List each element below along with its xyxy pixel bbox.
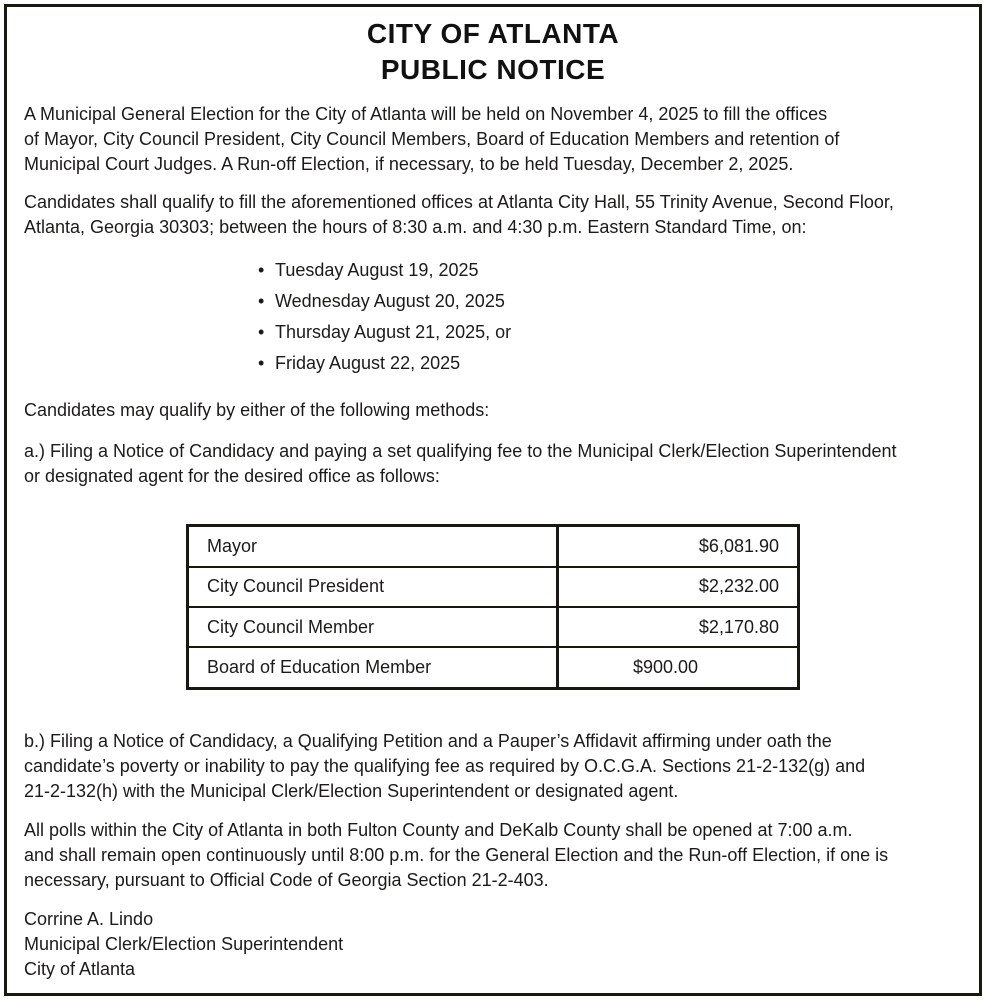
qualifying-date: Tuesday August 19, 2025 [275,260,479,280]
table-row [188,647,799,688]
list-item [258,320,511,351]
intro-paragraph [24,102,974,177]
office-cell: City Council President [188,567,558,607]
qualifying-date: Friday August 22, 2025 [275,353,461,373]
method-a-paragraph [24,439,974,489]
signer-organization: City of Atlanta [24,959,136,979]
table-row [188,567,799,607]
method-b-line: candidate’s poverty or inability to pay the qualifying fee as required by O.C.G.A. Sections 21-2-132(g) and [24,756,866,776]
bullet-icon: • [258,260,265,280]
qualify-line: Candidates shall qualify to fill the aforementioned offices at Atlanta City Hall, 55 Trinity Avenue, Second Floor, [24,192,894,212]
table-row [188,607,799,647]
method-b-paragraph [24,729,974,804]
intro-line: A Municipal General Election for the City of Atlanta will be held on November 4, 2025 to fill the offices [24,104,828,124]
method-b-line: 21-2-132(h) with the Municipal Clerk/Election Superintendent or designated agent. [24,781,679,801]
intro-line: Municipal Court Judges. A Run-off Election, if necessary, to be held Tuesday, December 2, 2025. [24,154,794,174]
fee-cell: $6,081.90 [558,526,799,567]
intro-line: of Mayor, City Council President, City Council Members, Board of Education Members and retention of [24,129,840,149]
polls-line: All polls within the City of Atlanta in both Fulton County and DeKalb County shall be opened at 7:00 a.m. [24,820,853,840]
qualifying-date: Wednesday August 20, 2025 [275,291,505,311]
polls-line: necessary, pursuant to Official Code of Georgia Section 21-2-403. [24,870,549,890]
list-item [258,351,511,382]
fee-cell: $2,170.80 [558,607,799,647]
qualify-line: Atlanta, Georgia 30303; between the hours of 8:30 a.m. and 4:30 p.m. Eastern Standard Time, on: [24,217,807,237]
notice-title-line2: PUBLIC NOTICE [380,54,606,85]
qualifying-fee-table [186,524,800,690]
list-item [258,289,511,320]
bullet-icon: • [258,322,265,342]
method-b-line: b.) Filing a Notice of Candidacy, a Qualifying Petition and a Pauper’s Affidavit affirming under oath the [24,731,832,751]
qualify-paragraph [24,190,974,240]
office-cell: City Council Member [188,607,558,647]
bullet-icon: • [258,353,265,373]
qualifying-dates-list [258,258,511,382]
bullet-icon: • [258,291,265,311]
method-a-line: a.) Filing a Notice of Candidacy and paying a set qualifying fee to the Municipal Clerk/Election Superintendent [24,441,897,461]
qualifying-date: Thursday August 21, 2025, or [275,322,512,342]
office-cell: Mayor [188,526,558,567]
polls-paragraph [24,818,974,893]
office-cell: Board of Education Member [188,647,558,688]
polls-line: and shall remain open continuously until 8:00 p.m. for the General Election and the Run-off Election, if one is [24,845,889,865]
notice-title-line1: CITY OF ATLANTA [366,18,620,49]
method-a-line: or designated agent for the desired office as follows: [24,466,440,486]
signer-title: Municipal Clerk/Election Superintendent [24,934,344,954]
signature-block [24,907,343,982]
list-item [258,258,511,289]
signer-name: Corrine A. Lindo [24,909,154,929]
fee-cell: $900.00 [558,647,799,688]
fee-cell: $2,232.00 [558,567,799,607]
methods-intro: Candidates may qualify by either of the following methods: [24,400,490,420]
table-row [188,526,799,567]
